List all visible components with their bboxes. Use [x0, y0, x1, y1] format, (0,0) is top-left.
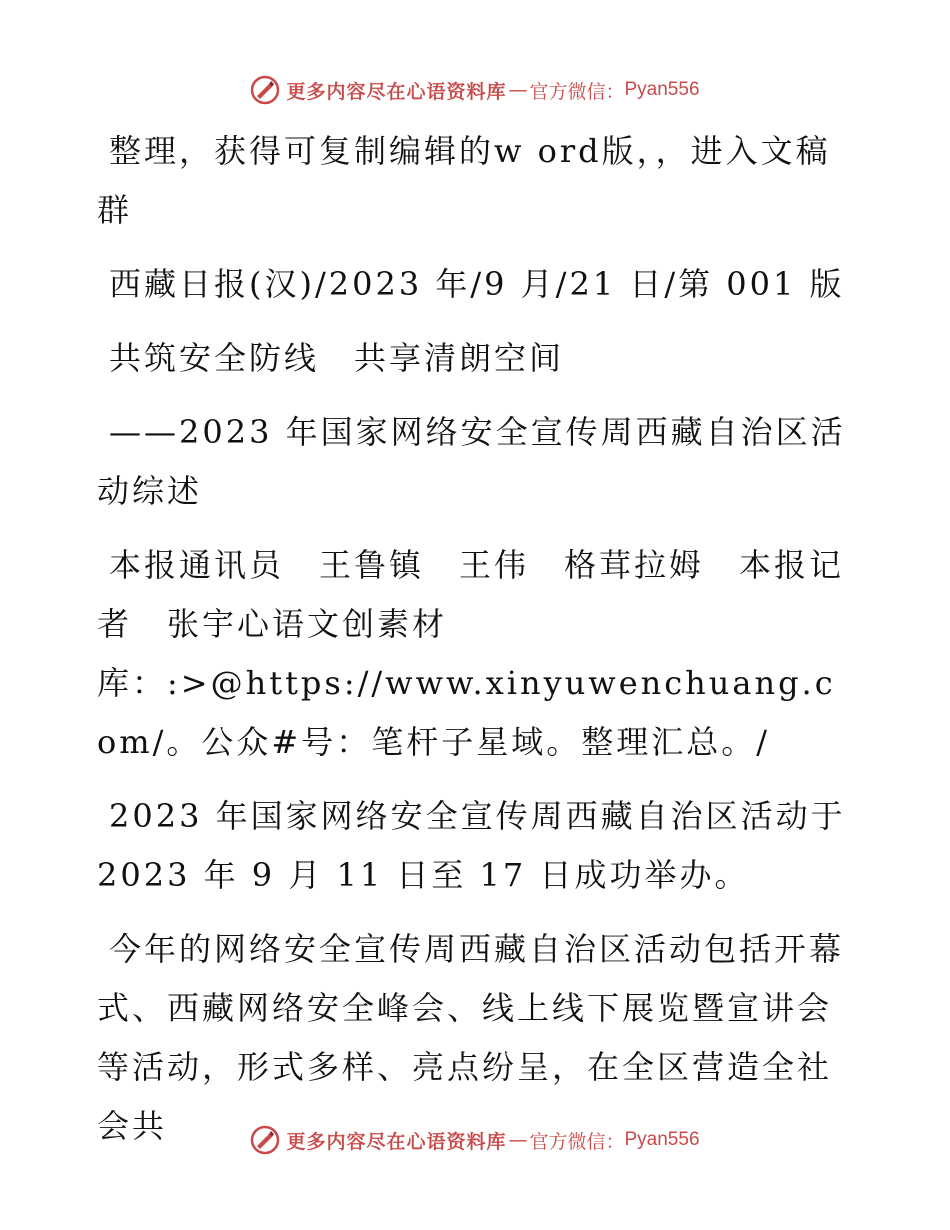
banner-slogan: 更多内容尽在心语资料库	[286, 1130, 507, 1153]
pen-seal-logo-icon	[250, 1125, 280, 1155]
article-title: 共筑安全防线 共享清朗空间	[109, 339, 565, 377]
intro-note: 整理，获得可复制编辑的w ord版，，进入文稿群	[97, 132, 831, 229]
source-note: 库：:>@https://www.xinyuwenchuang.com/。公众#号：笔杆子星域。整理汇总。/	[97, 664, 836, 761]
document-body	[97, 122, 853, 1171]
body-paragraph: 2023 年国家网络安全宣传周西藏自治区活动于2023 年 9 月 11 日至 17 日成功举办。	[97, 797, 846, 894]
banner-wechat-label: 官方微信：	[529, 80, 625, 103]
banner-wechat-id: Pyan556	[624, 1129, 700, 1150]
banner-wechat-id: Pyan556	[624, 79, 700, 100]
banner-slogan: 更多内容尽在心语资料库	[286, 80, 507, 103]
banner-separator: —	[508, 1129, 528, 1151]
pen-seal-logo-icon	[250, 75, 280, 105]
article-subtitle: ——2023 年国家网络安全宣传周西藏自治区活动综述	[97, 413, 846, 510]
byline: 本报通讯员 王鲁镇 王伟 格茸拉姆 本报记者 张宇心语文创素材	[97, 546, 845, 643]
footer-watermark-banner	[0, 1120, 950, 1160]
body-paragraph: 今年的网络安全宣传周西藏自治区活动包括开幕式、西藏网络安全峰会、线上线下展览暨宣讲会等活动，形式多样、亮点纷呈，在全区营造全社会共	[97, 930, 845, 1145]
source-line: 西藏日报(汉)/2023 年/9 月/21 日/第 001 版	[109, 265, 845, 303]
banner-wechat-label: 官方微信：	[529, 1130, 625, 1153]
banner-separator: —	[508, 79, 528, 101]
header-watermark-banner	[0, 70, 950, 110]
